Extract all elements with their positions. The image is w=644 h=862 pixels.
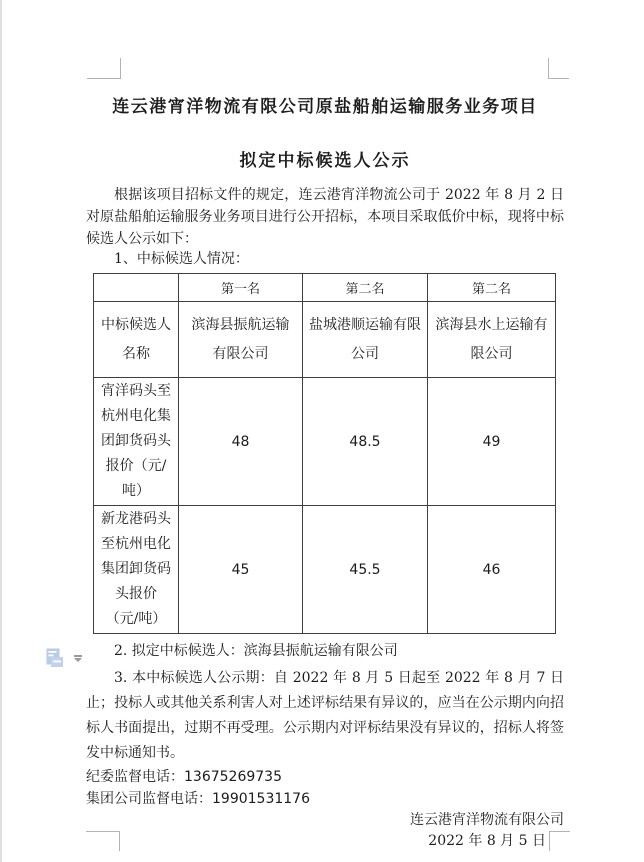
item3-paragraph: 3. 本中标候选人公示期：自 2022 年 8 月 5 日起至 2022 年 8 月 7 日止；投标人或其他关系利害人对上述评标结果有异议的，应当在公示期内向招标人书面提出，过期不再受理。公示期内对评标结果没有异议的，招标人将签发中标通知书。 — [86, 670, 564, 761]
crop-mark-top-left — [87, 58, 121, 79]
discipline-phone-label: 纪委监督电话： — [86, 769, 184, 785]
item1-heading: 1、中标候选人情况： — [114, 251, 249, 267]
candidate-name-cell: 滨海县振航运输有限公司 — [179, 302, 303, 378]
document-title: 连云港宵洋物流有限公司原盐船舶运输服务业务项目 — [112, 97, 538, 117]
dropdown-arrow-icon[interactable] — [73, 655, 83, 662]
price-cell: 46 — [428, 506, 556, 634]
table-header-empty — [94, 274, 179, 302]
table-header-first-place: 第一名 — [179, 274, 303, 302]
candidate-name-cell: 盐城港顺运输有限公司 — [303, 302, 428, 378]
group-phone-line — [86, 788, 564, 810]
table-row-price-xiaoyang — [94, 378, 556, 506]
table-row-price-xinlonggang — [94, 506, 556, 634]
price-cell: 48.5 — [303, 378, 428, 506]
price-cell: 49 — [428, 378, 556, 506]
intro-paragraph: 根据该项目招标文件的规定，连云港宵洋物流公司于 2022 年 8 月 2 日对原盐船舶运输服务业务项目进行公开招标，本项目采取低价中标，现将中标候选人公示如下： — [86, 187, 564, 247]
group-phone-number: 19901531176 — [212, 791, 310, 807]
item2-paragraph: 2. 拟定中标候选人：滨海县振航运输有限公司 — [114, 643, 398, 659]
price-cell: 45 — [179, 506, 303, 634]
price-cell: 45.5 — [303, 506, 428, 634]
document-content — [86, 96, 564, 852]
candidate-name-cell: 滨海县水上运输有限公司 — [428, 302, 556, 378]
row-label-candidate-name: 中标候选人名称 — [94, 302, 179, 378]
row-label-price-xiaoyang: 宵洋码头至杭州电化集团卸货码头报价（元/吨） — [94, 378, 179, 506]
row-label-price-xinlonggang: 新龙港码头至杭州电化集团卸货码头报价（元/吨） — [94, 506, 179, 634]
supervision-phones — [86, 766, 564, 810]
paste-options-button[interactable] — [46, 648, 83, 672]
discipline-phone-number: 13675269735 — [184, 769, 282, 785]
signature-company: 连云港宵洋物流有限公司 — [410, 812, 564, 828]
signature-date: 2022 年 8 月 5 日 — [428, 833, 546, 849]
table-header-row — [94, 274, 556, 302]
price-cell: 48 — [179, 378, 303, 506]
clipboard-paste-icon — [46, 648, 66, 672]
bid-candidates-table — [93, 273, 556, 634]
table-header-second-place: 第二名 — [303, 274, 428, 302]
table-header-third-place: 第二名 — [428, 274, 556, 302]
group-phone-label: 集团公司监督电话： — [86, 791, 212, 807]
discipline-phone-line — [86, 766, 564, 788]
table-row-candidate-names — [94, 302, 556, 378]
document-subtitle: 拟定中标候选人公示 — [239, 151, 411, 171]
crop-mark-top-right — [548, 58, 569, 79]
